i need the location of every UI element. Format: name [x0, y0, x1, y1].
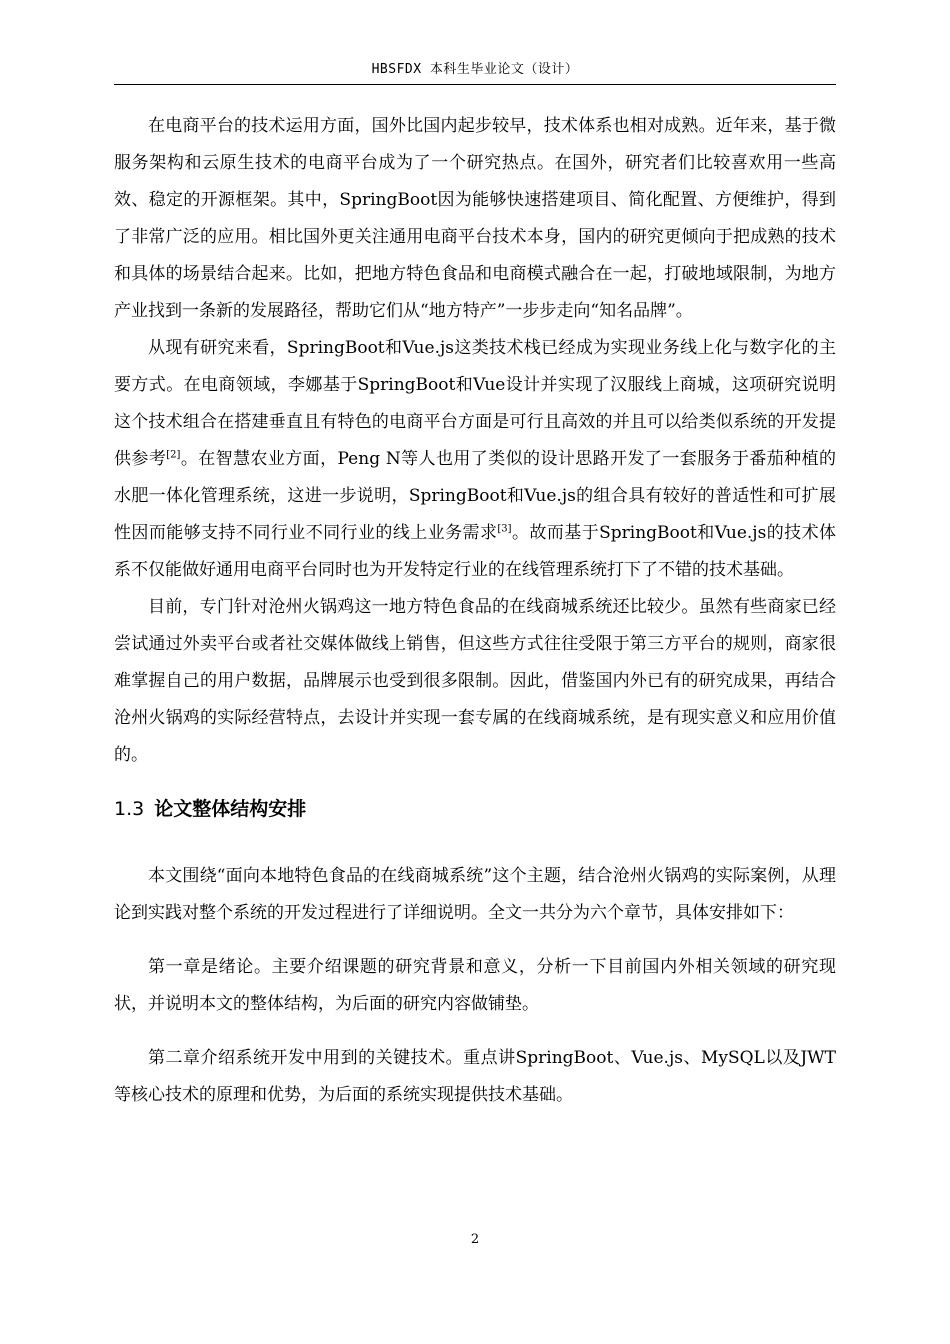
paragraph-text: 从现有研究来看，SpringBoot和Vue.js这类技术栈已经成为实现业务线上化与数字化的主要方式。在电商领域，李娜基于SpringBoot和Vue设计并实现了汉服线上商城，这项研究说明这个技术组合在搭建垂直且有特色的电商平台方面是可行且高效的并且可以给类似系统的开发提供参考: [114, 338, 836, 469]
citation-ref[interactable]: [2]: [166, 449, 181, 461]
paragraph-intl-comparison: 在电商平台的技术运用方面，国外比国内起步较早，技术体系也相对成熟。近年来，基于微服务架构和云原生技术的电商平台成为了一个研究热点。在国外，研究者们比较喜欢用一些高效、稳定的开源框架。其中，SpringBoot因为能够快速搭建项目、简化配置、方便维护，得到了非常广泛的应用。相比国外更关注通用电商平台技术本身，国内的研究更倾向于把成熟的技术和具体的场景结合起来。比如，把地方特色食品和电商模式融合在一起，打破地域限制，为地方产业找到一条新的发展路径，帮助它们从“地方特产”一步步走向“知名品牌”。: [114, 116, 836, 321]
paragraph-tech-stack: [114, 330, 836, 589]
section-title: 论文整体结构安排: [154, 798, 307, 820]
section-heading: [114, 794, 836, 824]
running-header: HBSFDX 本科生毕业论文（设计）: [371, 62, 579, 77]
paragraph-current-state: 目前，专门针对沧州火锅鸡这一地方特色食品的在线商城系统还比较少。虽然有些商家已经尝试通过外卖平台或者社交媒体做线上销售，但这些方式往往受限于第三方平台的规则，商家很难掌握自己的用户数据，品牌展示也受到很多限制。因此，借鉴国内外已有的研究成果，再结合沧州火锅鸡的实际经营特点，去设计并实现一套专属的在线商城系统，是有现实意义和应用价值的。: [114, 597, 836, 765]
paragraph-chapter-two: 第二章介绍系统开发中用到的关键技术。重点讲SpringBoot、Vue.js、MySQL以及JWT等核心技术的原理和优势，为后面的系统实现提供技术基础。: [114, 1048, 836, 1105]
paragraph-text: 。在智慧农业方面，Peng N等人也用了类似的设计思路开发了一套服务于番茄种植的水肥一体化管理系统，这进一步说明，SpringBoot和Vue.js的组合具有较好的普适性和可扩展性因而能够支持不同行业不同行业的线上业务需求: [114, 449, 837, 543]
header-rule: [114, 84, 836, 85]
paragraph-structure-intro: 本文围绕“面向本地特色食品的在线商城系统”这个主题，结合沧州火锅鸡的实际案例，从理论到实践对整个系统的开发过程进行了详细说明。全文一共分为六个章节，具体安排如下：: [114, 866, 836, 923]
section-number: 1.3: [114, 798, 145, 820]
citation-ref[interactable]: [3]: [497, 523, 512, 535]
paragraph-chapter-one: 第一章是绪论。主要介绍课题的研究背景和意义，分析一下目前国内外相关领域的研究现状，并说明本文的整体结构，为后面的研究内容做铺垫。: [114, 957, 836, 1014]
paragraph-text: 。故而基于SpringBoot和Vue.js的技术体系不仅能做好通用电商平台同时也为开发特定行业的在线管理系统打下了不错的技术基础。: [114, 523, 836, 580]
page-body: [114, 108, 836, 1114]
page-number: 2: [470, 1232, 480, 1247]
